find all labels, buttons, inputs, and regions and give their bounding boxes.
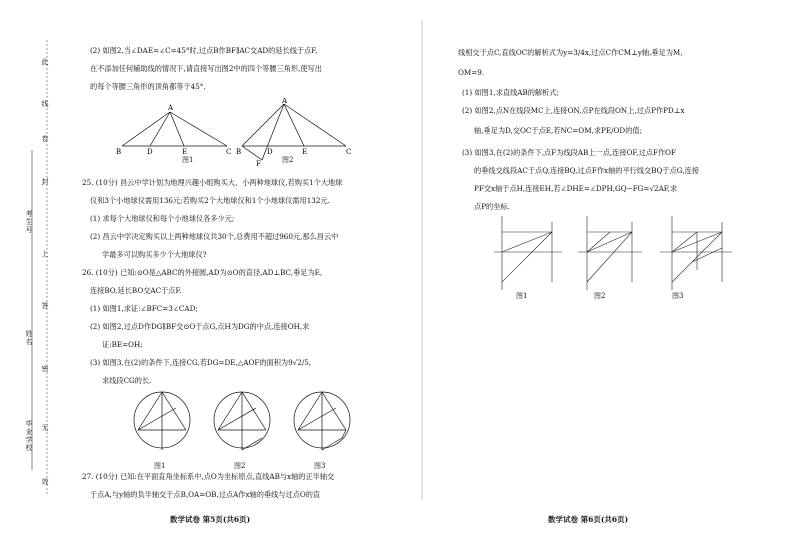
text-line: (1) 如图1,求证:∠BFC=3∠CAD; bbox=[90, 304, 198, 313]
text-line: (1) 如图1,求直线AB的解析式; bbox=[462, 88, 559, 97]
text-line: 26. (10分) 已知:⊙O是△ABC的外接圆,AD为⊙O的直径,AD⊥BC,垂足为E, bbox=[82, 268, 323, 277]
text-line: OM=9. bbox=[458, 68, 485, 77]
school-label: 毕业学校 bbox=[25, 420, 33, 452]
svg-text:A: A bbox=[282, 98, 288, 105]
binding-tick-5: 无 bbox=[41, 424, 49, 432]
text-line: 轴,垂足为D,交OC于点E,若NC=OM,求PE/OD的值; bbox=[474, 126, 642, 135]
text-line: (3) 如图3,在(2)的条件下,连接CG,若DG=DE,△AOF的面积为9√2/5, bbox=[90, 358, 312, 367]
coord-caption-2: 图2 bbox=[594, 292, 606, 300]
binding-tick-1: 此 bbox=[41, 58, 49, 66]
binding-label-line: 线 bbox=[41, 100, 49, 108]
text-line: 点P的坐标. bbox=[474, 202, 510, 211]
text-line: 的每个等腰三角形的顶角都等于45°. bbox=[90, 82, 206, 91]
coord-figure-1 bbox=[494, 216, 562, 290]
text-line: 学最多可以购买多少个大地球仪? bbox=[102, 250, 207, 259]
text-line: 的垂线交线段AC于点Q,连接BQ,过点F作x轴的平行线交BQ于点G,连接 bbox=[474, 166, 699, 175]
text-line: 27. (10分) 已知:在平面直角坐标系中,点O为坐标原点,直线AB与x轴的正半轴交 bbox=[82, 472, 335, 481]
coord-caption-1: 图1 bbox=[516, 292, 528, 300]
figure-caption-1: 图1 bbox=[182, 156, 194, 164]
text-line: 求线段CG的长. bbox=[102, 376, 152, 385]
circle-figure-3 bbox=[294, 392, 350, 450]
binding-tick-3: 上 bbox=[41, 250, 49, 258]
figure-triangle-1 bbox=[122, 112, 227, 146]
binding-tick-4: 答 bbox=[41, 302, 49, 310]
text-line: 在不添加任何辅助线的情况下,请直接写出图2中的四个等腰三角形,使写出 bbox=[90, 64, 322, 73]
coord-caption-3: 图3 bbox=[672, 292, 684, 300]
right-page-footer: 数学试卷 第6页(共6页) bbox=[548, 515, 629, 524]
examinee-number-label: 考生号 bbox=[25, 210, 33, 234]
binding-label-secret: 密 bbox=[41, 365, 49, 373]
left-page-footer: 数学试卷 第5页(共6页) bbox=[170, 515, 251, 524]
circle-caption-2: 图2 bbox=[234, 462, 246, 470]
coordinate-figures bbox=[492, 212, 742, 302]
text-line: 连接BO,延长BO交AC于点F. bbox=[90, 286, 182, 295]
coord-figure-3 bbox=[660, 216, 732, 290]
coord-figure-2 bbox=[578, 216, 642, 290]
binding-tick-2: 卷 bbox=[41, 135, 49, 143]
svg-text:B: B bbox=[236, 148, 242, 156]
svg-text:E: E bbox=[182, 148, 188, 156]
figure-caption-2: 图2 bbox=[282, 156, 294, 164]
binding-label-seal: 封 bbox=[41, 178, 49, 186]
figure-triangle-2 bbox=[242, 104, 346, 160]
text-line: 于点A,与y轴的负半轴交于点B,OA=OB,过点A作x轴的垂线与过点O的直 bbox=[90, 490, 321, 499]
svg-text:D: D bbox=[147, 148, 153, 156]
triangle-figures bbox=[112, 98, 372, 168]
binding-tick-6: 效 bbox=[41, 478, 49, 486]
svg-text:E: E bbox=[302, 148, 308, 156]
text-line: PF交x轴于点H,连接EH,若∠DHE=∠DPH,GQ−FG=√2AF,求 bbox=[474, 184, 678, 193]
text-line: (2) 昌云中学决定购买以上两种地球仪共30个,总费用不超过960元,那么昌云中 bbox=[90, 232, 339, 241]
circle-figures bbox=[132, 386, 372, 460]
binding-margin bbox=[0, 0, 60, 560]
text-line: 线相交于点C,直线OC的解析式为y=3/4x,过点C作CM⊥y轴,垂足为M, bbox=[458, 48, 683, 57]
text-line: (2) 如图2,点N在线段MC上,连接ON,点P在线段ON上,过点P作PD⊥x bbox=[462, 106, 685, 115]
svg-text:B: B bbox=[116, 148, 122, 156]
circle-figure-1 bbox=[134, 392, 190, 450]
text-line: 仪和3个小地球仪需用136元;若购买2个大地球仪和1个小地球仪需用132元. bbox=[90, 196, 330, 205]
text-line: (2) 如图2,当∠DAE=∠C=45°时,过点B作BF∥AC交AD的延长线于点F, bbox=[90, 46, 318, 55]
text-line: 证:BE=OH; bbox=[102, 340, 143, 349]
text-line: (2) 如图2,过点D作DG∥BF交⊙O于点G,点H为DG的中点,连接OH,求 bbox=[90, 322, 310, 331]
svg-text:C: C bbox=[346, 148, 352, 156]
svg-text:F: F bbox=[256, 160, 261, 168]
circle-figure-2 bbox=[214, 392, 270, 450]
name-label: 姓名 bbox=[25, 330, 33, 346]
text-line: 25. (10分) 昌云中学计划为地理兴趣小组购买大、小两种地球仪,若购买1个大地球 bbox=[82, 178, 343, 187]
text-line: (3) 如图3,在(2)的条件下,点F为线段AB上一点,连接OF,过点F作OF bbox=[462, 148, 677, 157]
svg-text:D: D bbox=[267, 148, 273, 156]
circle-caption-1: 图1 bbox=[154, 462, 166, 470]
text-line: (1) 求每个大地球仪和每个小地球仪各多少元; bbox=[90, 214, 235, 223]
circle-caption-3: 图3 bbox=[314, 462, 326, 470]
svg-text:C: C bbox=[226, 148, 232, 156]
binding-lines bbox=[0, 0, 60, 560]
page-divider bbox=[420, 20, 424, 500]
svg-text:A: A bbox=[168, 104, 174, 112]
